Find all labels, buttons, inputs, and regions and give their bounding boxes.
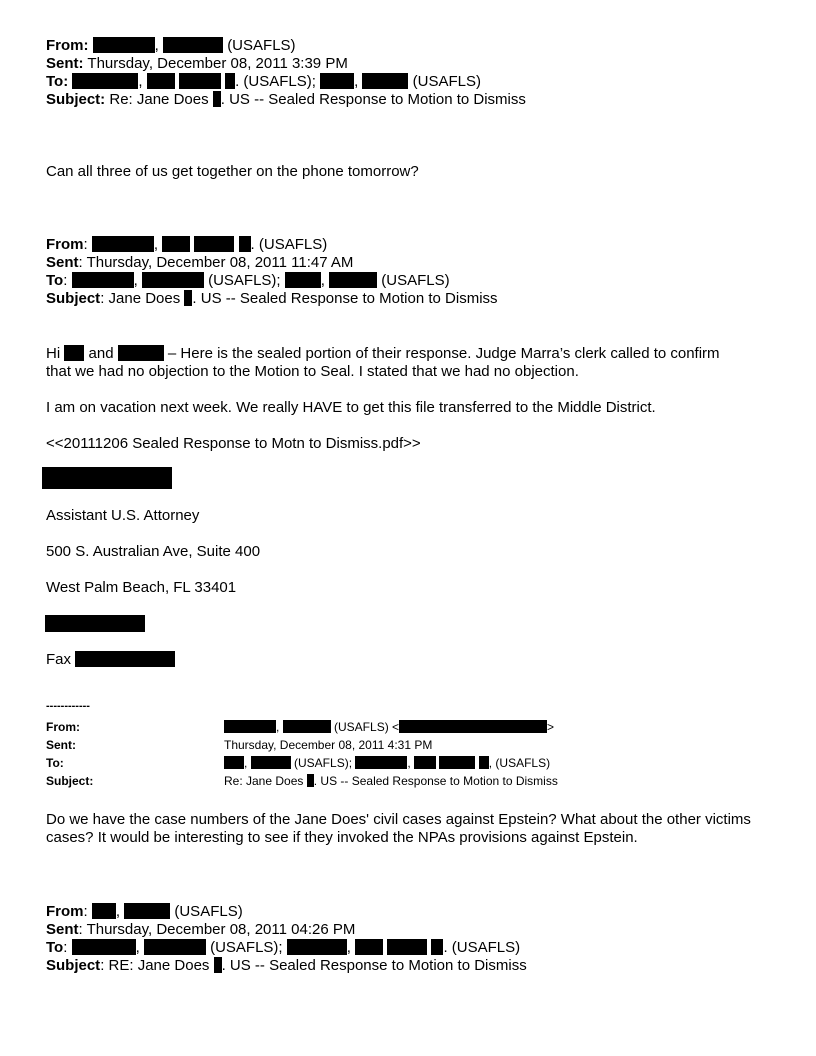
separator: ------------ (46, 700, 90, 712)
redaction (431, 939, 443, 955)
redaction (251, 756, 291, 769)
redaction (287, 939, 347, 955)
redaction (93, 37, 155, 53)
redaction (92, 903, 116, 919)
redaction (285, 272, 321, 288)
attachment-name: <<20111206 Sealed Response to Motn to Dismiss.pdf>> (46, 435, 421, 452)
sent-line: Sent: Thursday, December 08, 2011 04:26 PM (46, 921, 356, 938)
signature-title: Assistant U.S. Attorney (46, 507, 200, 524)
to-line: To: , (USAFLS); , . (USAFLS) (46, 939, 521, 956)
redaction (72, 939, 136, 955)
redaction (355, 756, 407, 769)
to-line: To: , . (USAFLS); , (USAFLS) (46, 73, 481, 90)
redaction (162, 236, 190, 252)
redaction (387, 939, 427, 955)
email-2-header (46, 236, 498, 308)
sent-line: Sent: Thursday, December 08, 2011 11:47 AM (46, 254, 354, 271)
redacted-signature-name (42, 467, 172, 489)
redaction (92, 236, 154, 252)
email-2-body-line-2: that we had no objection to the Motion to Seal. I stated that we had no objection. (46, 363, 579, 380)
email-3-body: Do we have the case numbers of the Jane Does' civil cases against Epstein? What about the other victims cases? It would be interesting to see if they invoked the NPAs provisions against Epstein. (46, 811, 751, 846)
redaction (362, 73, 408, 89)
to-line: To: , (USAFLS); , (USAFLS) (46, 272, 450, 289)
redaction (355, 939, 383, 955)
redaction (163, 37, 223, 53)
from-line: From: , . (USAFLS) (46, 236, 328, 253)
redaction (194, 236, 234, 252)
from-line: From: , (USAFLS) (46, 903, 243, 920)
redaction (213, 91, 221, 107)
redaction (144, 939, 206, 955)
redaction (224, 756, 244, 769)
redaction (72, 73, 138, 89)
from-line: From: , (USAFLS) (46, 37, 296, 54)
redaction (307, 774, 314, 787)
email-2-body-line-1: Hi and – Here is the sealed portion of their response. Judge Marra’s clerk called to confirm (46, 345, 720, 362)
redaction (75, 651, 175, 667)
sent-label: Sent: (46, 738, 76, 752)
redaction (124, 903, 170, 919)
to-value: , (USAFLS); , , (USAFLS) (224, 756, 550, 770)
signature-city: West Palm Beach, FL 33401 (46, 579, 237, 596)
email-2-vacation: I am on vacation next week. We really HAVE to get this file transferred to the Middle District. (46, 399, 656, 416)
redaction (225, 73, 235, 89)
redaction (179, 73, 221, 89)
email-1-header (46, 37, 526, 109)
from-value: , (USAFLS) < > (224, 720, 554, 734)
subject-label: Subject: (46, 774, 94, 788)
redaction (239, 236, 251, 252)
redaction (64, 345, 84, 361)
signature-address: 500 S. Australian Ave, Suite 400 (46, 543, 261, 560)
redaction (283, 720, 331, 733)
redaction (214, 957, 222, 973)
sent-line: Sent: Thursday, December 08, 2011 3:39 PM (46, 55, 348, 72)
redaction (320, 73, 354, 89)
to-label: To: (46, 756, 64, 770)
subject-line: Subject: RE: Jane Does . US -- Sealed Response to Motion to Dismiss (46, 957, 527, 974)
redaction (399, 720, 547, 733)
subject-line: Subject: Jane Does . US -- Sealed Response to Motion to Dismiss (46, 290, 498, 307)
email-1-body: Can all three of us get together on the phone tomorrow? (46, 163, 419, 180)
sent-value: Thursday, December 08, 2011 4:31 PM (224, 738, 433, 752)
redaction (439, 756, 475, 769)
subject-value: Re: Jane Does . US -- Sealed Response to Motion to Dismiss (224, 774, 558, 788)
subject-line: Subject: Re: Jane Does . US -- Sealed Response to Motion to Dismiss (46, 91, 526, 108)
redacted-phone (45, 615, 145, 632)
from-label: From: (46, 720, 80, 734)
redaction (479, 756, 489, 769)
email-4-header (46, 903, 527, 975)
redaction (147, 73, 175, 89)
redaction (224, 720, 276, 733)
redaction (142, 272, 204, 288)
signature-fax: Fax (46, 651, 175, 669)
redaction (118, 345, 164, 361)
redaction (72, 272, 134, 288)
redaction (329, 272, 377, 288)
redaction (414, 756, 436, 769)
